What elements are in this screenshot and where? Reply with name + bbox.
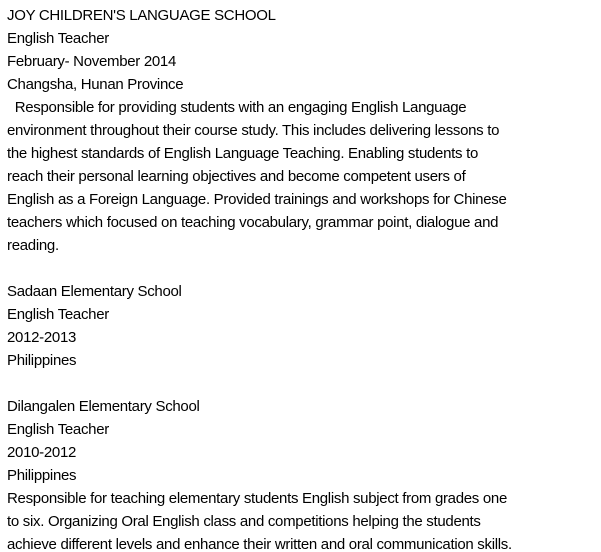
description-line: achieve different levels and enhance their written and oral communication skills.	[7, 536, 512, 552]
date-range: 2010-2012	[7, 444, 77, 461]
description-line: environment throughout their course study. This includes delivering lessons to	[7, 122, 500, 139]
description-line: to six. Organizing Oral English class and competitions helping the students	[7, 513, 481, 530]
school-name: Sadaan Elementary School	[7, 283, 182, 300]
location: Philippines	[7, 467, 77, 484]
location: Changsha, Hunan Province	[7, 76, 184, 93]
description-line: the highest standards of English Language Teaching. Enabling students to	[7, 145, 478, 162]
job-title: English Teacher	[7, 30, 109, 47]
date-range: February- November 2014	[7, 53, 177, 70]
description-line: Responsible for providing students with an engaging English Language	[7, 99, 467, 116]
job-title: English Teacher	[7, 421, 109, 438]
description-line: reach their personal learning objectives and become competent users of	[7, 168, 466, 185]
location: Philippines	[7, 352, 77, 369]
section-spacer	[7, 257, 595, 280]
school-name: Dilangalen Elementary School	[7, 398, 200, 415]
experience-entry-joy	[7, 4, 595, 257]
experience-entry-dilangalen	[7, 395, 595, 552]
description-line: Responsible for teaching elementary students English subject from grades one	[7, 490, 507, 507]
section-spacer	[7, 372, 595, 395]
job-title: English Teacher	[7, 306, 109, 323]
description-line: teachers which focused on teaching vocabulary, grammar point, dialogue and	[7, 214, 499, 231]
date-range: 2012-2013	[7, 329, 77, 346]
description-line: English as a Foreign Language. Provided trainings and workshops for Chinese	[7, 191, 507, 208]
school-name: JOY CHILDREN'S LANGUAGE SCHOOL	[7, 7, 276, 24]
description-line: reading.	[7, 237, 59, 254]
experience-entry-sadaan	[7, 280, 595, 372]
